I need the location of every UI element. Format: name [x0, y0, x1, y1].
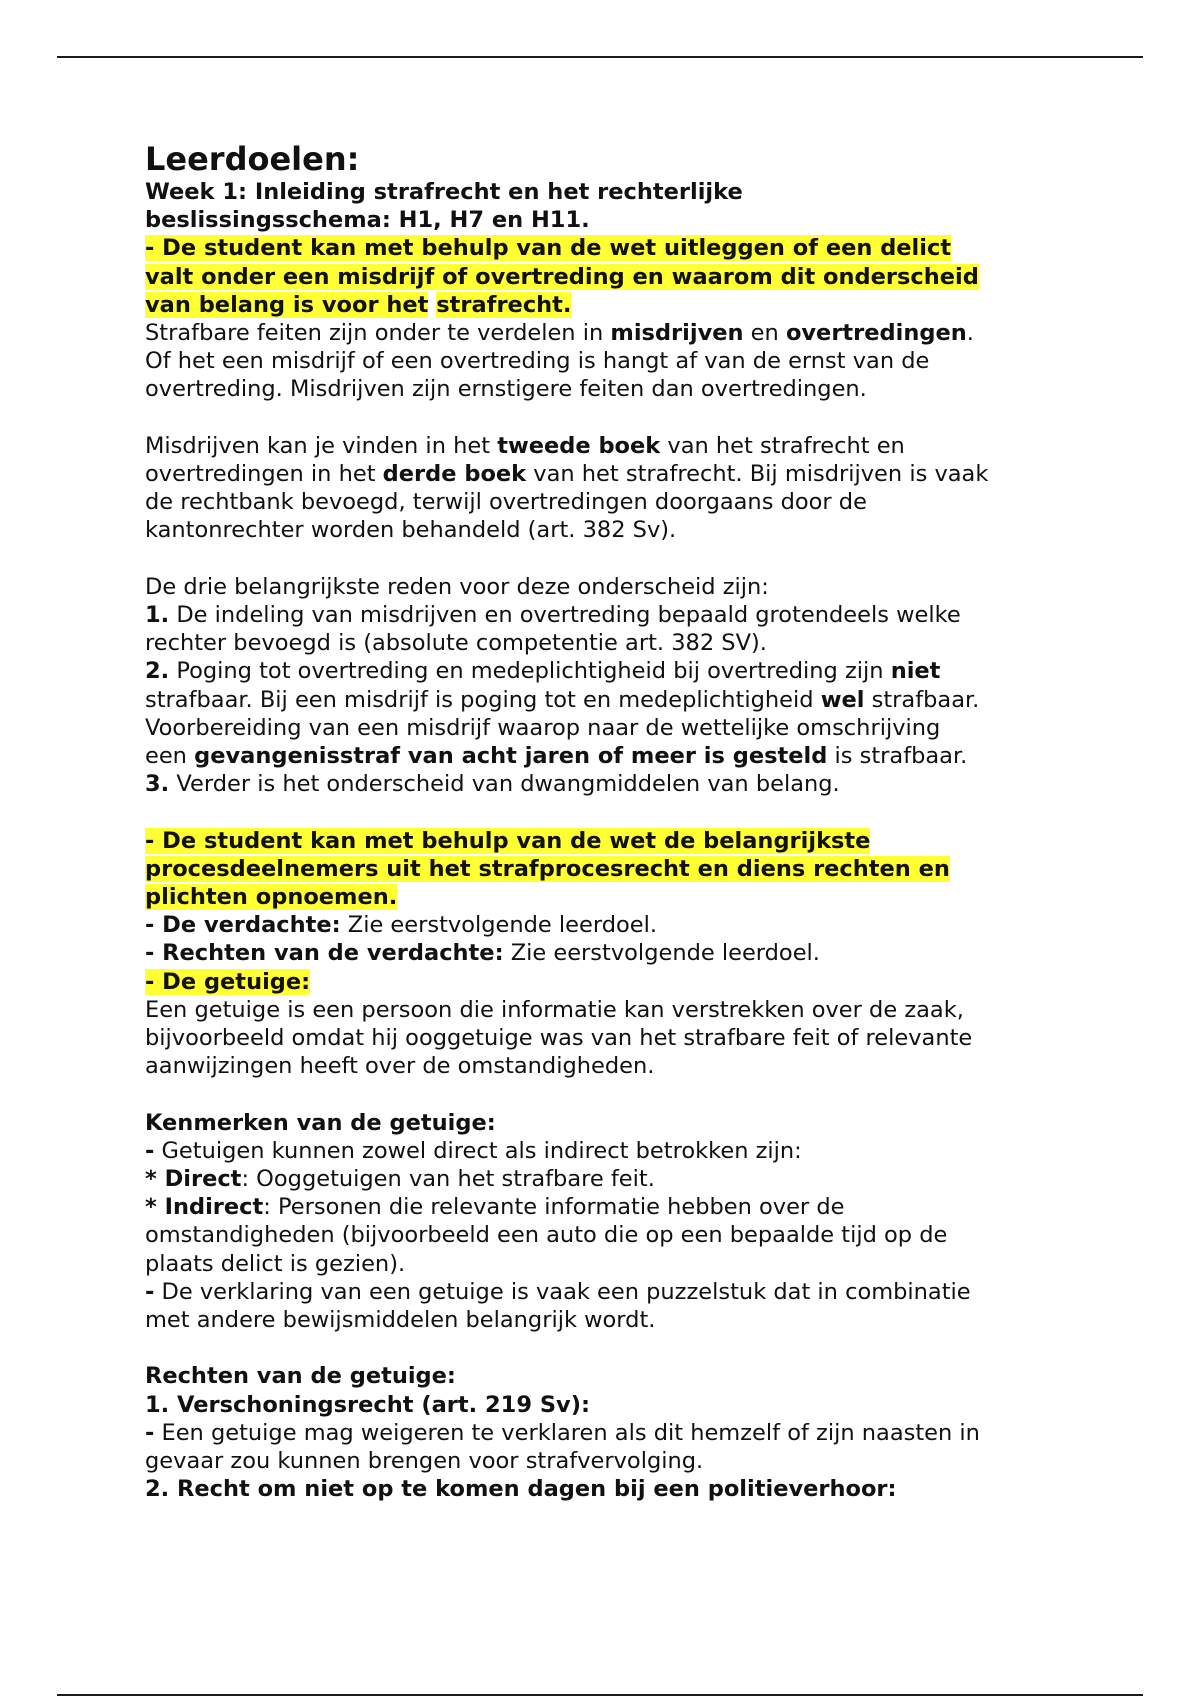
top-rule — [57, 56, 1143, 58]
text: en — [743, 320, 786, 347]
page-title: Leerdoelen: — [145, 140, 360, 178]
text: Of het een misdrijf of een overtreding is hangt af van de ernst van de — [145, 348, 930, 375]
text: Getuigen kunnen zowel direct als indirect betrokken zijn: — [154, 1137, 802, 1164]
text: rechter bevoegd is (absolute competentie art. 382 SV). — [145, 630, 767, 657]
procesdeelnemers — [145, 911, 1145, 1080]
text: Zie eerstvolgende leerdoel. — [340, 912, 657, 939]
spacer — [145, 798, 1145, 826]
text: Misdrijven kan je vinden in het — [145, 432, 498, 459]
bold-text: 2. Recht om niet op te komen dagen bij een politieverhoor: — [145, 1476, 897, 1503]
spacer — [145, 1334, 1145, 1362]
text: met andere bewijsmiddelen belangrijk wordt. — [145, 1307, 656, 1334]
list-number: 1. — [145, 602, 170, 629]
text: Zie eerstvolgende leerdoel. — [503, 940, 820, 967]
text: omstandigheden (bijvoorbeeld een auto die op een bepaalde tijd op de — [145, 1222, 948, 1249]
bold-text: wel — [820, 686, 865, 713]
paragraph-strafbare-feiten — [145, 319, 1145, 404]
highlighted-text: - De student kan met behulp van de wet de belangrijkste — [145, 827, 871, 854]
text: De verklaring van een getuige is vaak een puzzelstuk dat in combinatie — [154, 1278, 971, 1305]
text: . — [966, 320, 974, 347]
highlighted-text: plichten opnoemen. — [145, 884, 398, 911]
spacer — [145, 545, 1145, 573]
text: een — [145, 743, 195, 770]
text: overtredingen in het — [145, 461, 383, 488]
text: bijvoorbeeld omdat hij ooggetuige was van het strafbare feit of relevante — [145, 1025, 973, 1052]
text: van het strafrecht en — [660, 432, 905, 459]
text: kantonrechter worden behandeld (art. 382 Sv). — [145, 517, 677, 544]
highlighted-text: - De student kan met behulp van de wet uitleggen of een delict — [145, 235, 952, 262]
text: de rechtbank bevoegd, terwijl overtredingen doorgaans door de — [145, 489, 867, 516]
text: Voorbereiding van een misdrijf waarop naar de wettelijke omschrijving — [145, 714, 941, 741]
bold-text: overtredingen — [785, 320, 967, 347]
text: De indeling van misdrijven en overtreding bepaald grotendeels welke — [169, 602, 961, 629]
kenmerken-getuige — [145, 1109, 1145, 1335]
text: : Ooggetuigen van het strafbare feit. — [241, 1166, 655, 1193]
list-number: 3. — [145, 771, 170, 798]
highlighted-text: valt onder een misdrijf of overtreding en waarom dit onderscheid — [145, 263, 979, 290]
paragraph-redenen — [145, 573, 1145, 799]
text: Een getuige is een persoon die informatie kan verstrekken over de zaak, — [145, 996, 964, 1023]
text: De drie belangrijkste reden voor deze onderscheid zijn: — [145, 573, 769, 600]
bold-text: niet — [890, 658, 941, 685]
bullet: - — [145, 1419, 155, 1446]
text: strafbaar. Bij een misdrijf is poging tot en medeplichtigheid — [145, 686, 821, 713]
learning-goal-2 — [145, 827, 1145, 912]
bold-text: 1. Verschoningsrecht (art. 219 Sv): — [145, 1391, 590, 1418]
section-heading: Rechten van de getuige: — [145, 1363, 456, 1390]
highlighted-text: procesdeelnemers uit het strafprocesrecht en diens rechten en — [145, 855, 950, 882]
highlighted-text: van belang is voor het — [145, 291, 429, 318]
text: Poging tot overtreding en medeplichtigheid bij overtreding zijn — [169, 658, 891, 685]
rechten-getuige — [145, 1362, 1145, 1503]
bullet: - — [145, 1278, 155, 1305]
week-heading — [145, 178, 1145, 234]
bold-text: * Indirect — [145, 1194, 264, 1221]
text: : Personen die relevante informatie hebben over de — [263, 1194, 845, 1221]
bold-text: gevangenisstraf van acht jaren of meer is gesteld — [194, 743, 828, 770]
bold-text: - Rechten van de verdachte: — [145, 940, 504, 967]
text: gevaar zou kunnen brengen voor strafvervolging. — [145, 1448, 704, 1475]
text: van het strafrecht. Bij misdrijven is vaak — [526, 461, 989, 488]
highlighted-text: - De getuige: — [145, 968, 311, 995]
text: is strafbaar. — [827, 743, 968, 770]
week-heading-line: Week 1: Inleiding strafrecht en het rechterlijke — [145, 179, 743, 205]
text: aanwijzingen heeft over de omstandigheden. — [145, 1053, 655, 1080]
text: strafbaar. — [864, 686, 980, 713]
spacer — [145, 404, 1145, 432]
document-body — [145, 140, 1145, 1503]
text: plaats delict is gezien). — [145, 1250, 406, 1277]
bullet: - — [145, 1137, 155, 1164]
text: Een getuige mag weigeren te verklaren als dit hemzelf of zijn naasten in — [154, 1419, 980, 1446]
text: Verder is het onderscheid van dwangmiddelen van belang. — [169, 771, 840, 798]
bold-text: tweede boek — [497, 432, 661, 459]
text: Strafbare feiten zijn onder te verdelen in — [145, 320, 611, 347]
week-heading-line: beslissingsschema: H1, H7 en H11. — [145, 207, 590, 234]
bold-text: - De verdachte: — [145, 912, 341, 939]
text: overtreding. Misdrijven zijn ernstigere feiten dan overtredingen. — [145, 376, 867, 403]
section-heading: Kenmerken van de getuige: — [145, 1109, 496, 1136]
spacer — [145, 1080, 1145, 1108]
bold-text: * Direct — [145, 1166, 242, 1193]
list-number: 2. — [145, 658, 170, 685]
learning-goal-1 — [145, 234, 1145, 319]
paragraph-misdrijven — [145, 432, 1145, 545]
bottom-rule — [57, 1694, 1143, 1696]
bold-text: derde boek — [382, 461, 527, 488]
bold-text: misdrijven — [610, 320, 744, 347]
highlighted-text: strafrecht. — [436, 291, 572, 318]
